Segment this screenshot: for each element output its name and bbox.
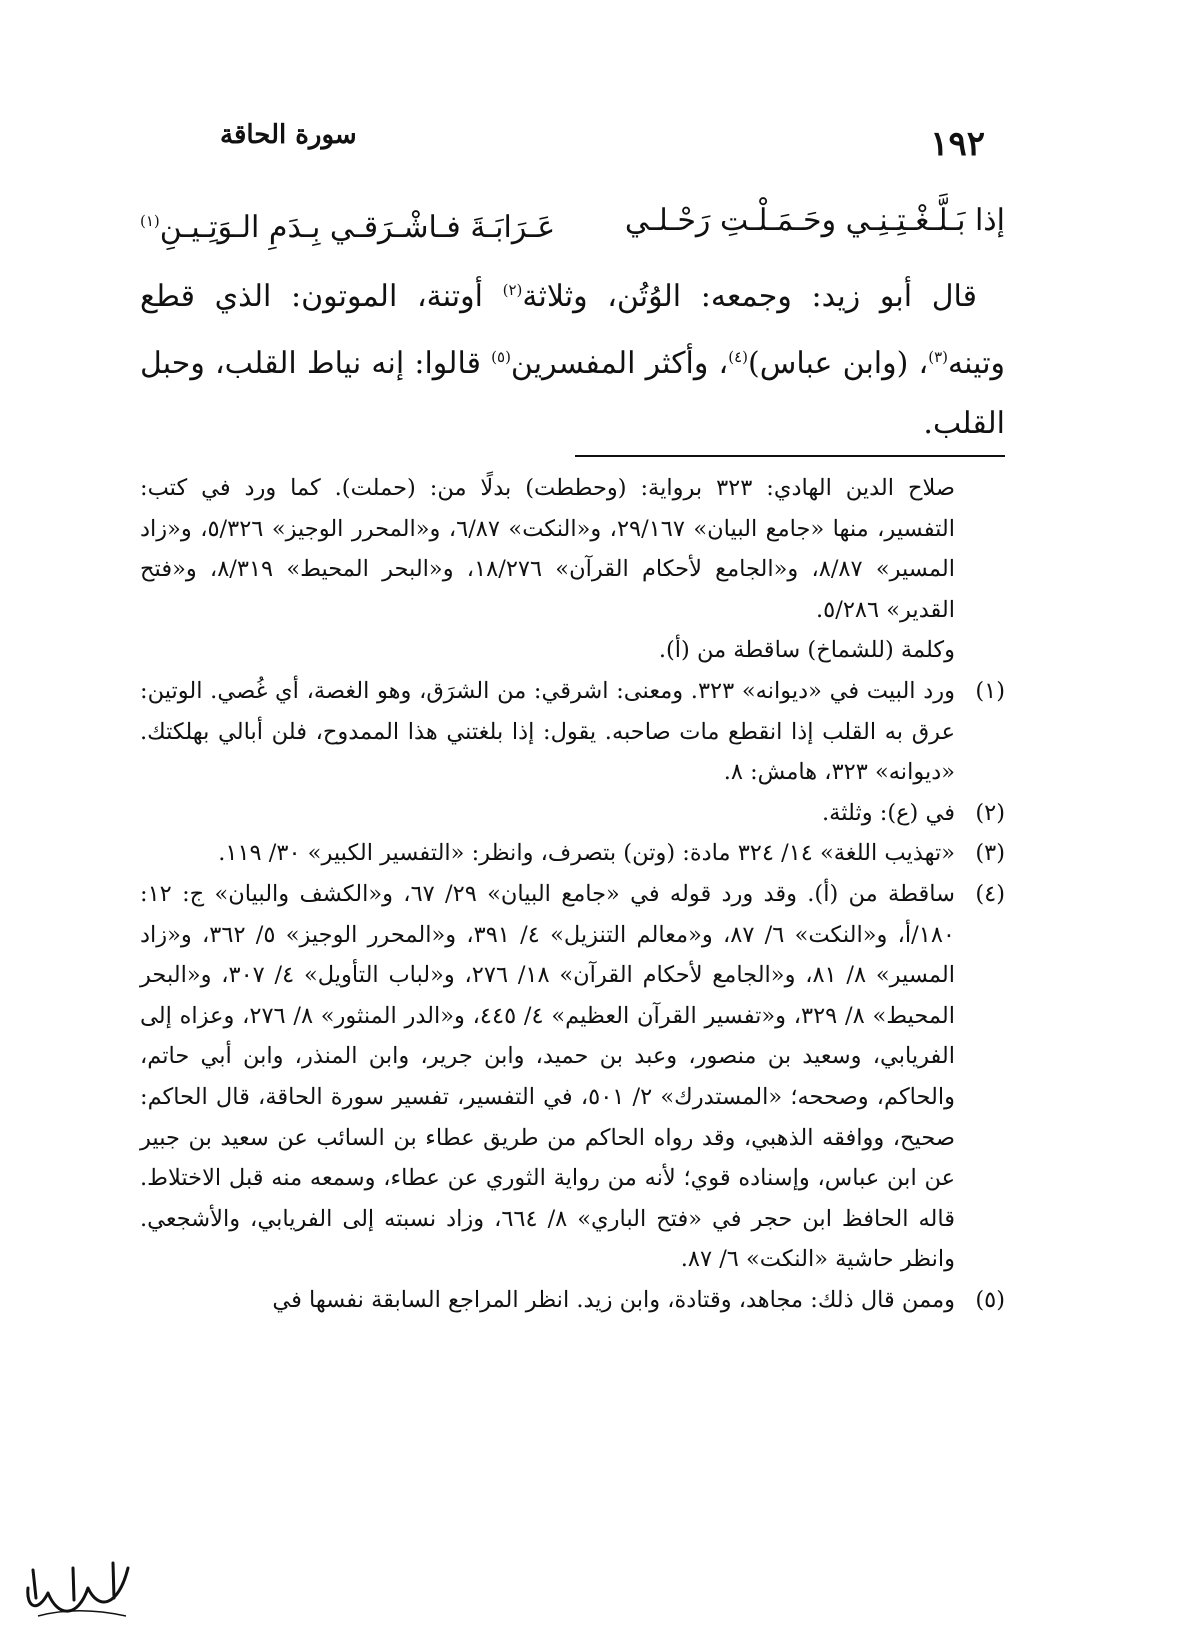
- footnote-divider: [575, 455, 1005, 457]
- page-header: [220, 120, 985, 170]
- page-number: ١٩٢: [930, 124, 985, 164]
- verse-hemistich-first: إذا بَـلَّـغْـتِـنِـي وحَـمَـلْـتِ رَحْـلـي: [624, 203, 1005, 238]
- footnote-text: وممن قال ذلك: مجاهد، وقتادة، وابن زيد. انظر المراجع السابقة نفسها في: [272, 1286, 955, 1313]
- publisher-logo-icon: [18, 1548, 138, 1628]
- footnote-number: (٢): [975, 799, 1005, 826]
- main-text: [140, 195, 1005, 454]
- footnote-number: (٥): [975, 1286, 1005, 1313]
- footnote-ref-4: (٤): [728, 348, 748, 366]
- verse-hemistich-second: عَـرَابَـةَ فـاشْـرَقـي بِـدَمِ الـوَتِـيـنِ$^{(١)}$: [140, 210, 556, 245]
- footnote-ref-1: (١): [140, 212, 160, 230]
- footnote-1: [140, 671, 1005, 793]
- footnote-text: في (ع): وثلثة.: [822, 799, 955, 826]
- poetry-verse: [140, 195, 1005, 254]
- footnote-text: ورد البيت في «ديوانه» ٣٢٣. ومعنى: اشرقي: من الشرَق، وهو الغصة، أي غُصي. الوتين: عرق به القلب إذا انقطع مات صاحبه. يقول: إذا بلغتني هذا الممدوح، فلن أبالي بهلكتك. «ديوانه» ٣٢٣، هامش: ٨.: [140, 677, 955, 786]
- footnote-ref-5: (٥): [491, 348, 511, 366]
- footnote-number: (٣): [975, 840, 1005, 867]
- footnote-2: [140, 793, 1005, 834]
- footnote-4: [140, 874, 1005, 1280]
- commentary-paragraph: قال أبو زيد: وجمعه: الوُتُن، وثلاثة$^{(٢)}$ أوتنة، الموتون: الذي قطع وتينه$^{(٣)}$، (وابن عباس)$^{(٤)}$، وأكثر المفسرين$^{(٥)}$ قالوا: إنه نياط القلب، وحبل القلب.: [140, 279, 1006, 441]
- footnote-number: (١): [975, 677, 1005, 704]
- footnote-number: (٤): [975, 880, 1005, 907]
- footnote-ref-3: (٣): [928, 348, 948, 366]
- footnote-continuation: وكلمة (للشماخ) ساقطة من (أ).: [658, 637, 955, 664]
- footnotes-section: [140, 468, 1005, 1320]
- footnote-continuation: صلاح الدين الهادي: ٣٢٣ برواية: (وحططت) بدلًا من: (حملت). كما ورد في كتب: التفسير، منها «جامع البيان» ٢٩/١٦٧، و«النكت» ٦/٨٧، و«المحرر الوجيز» ٥/٣٢٦، و«زاد المسير» ٨/٨٧، و«الجامع لأحكام القرآن» ١٨/٢٧٦، و«البحر المحيط» ٨/٣١٩، و«فتح القدير» ٥/٢٨٦.: [140, 475, 955, 623]
- footnote-3: [140, 833, 1005, 874]
- footnote-text: ساقطة من (أ). وقد ورد قوله في «جامع البيان» ٢٩/ ٦٧، و«الكشف والبيان» ج: ١٢: ١٨٠/أ، و«النكت» ٦/ ٨٧، و«معالم التنزيل» ٤/ ٣٩١، و«المحرر الوجيز» ٥/ ٣٦٢، و«زاد المسير» ٨/ ٨١، و«الجامع لأحكام القرآن» ١٨/ ٢٧٦، و«لباب التأويل» ٤/ ٣٠٧، و«البحر المحيط» ٨/ ٣٢٩، و«تفسير القرآن العظيم» ٤/ ٤٤٥، و«الدر المنثور» ٨/ ٢٧٦، وعزاه إلى الفريابي، وسعيد بن منصور، وعبد بن حميد، وابن جرير، وابن المنذر، وابن أبي حاتم، والحاكم، وصححه؛ «المستدرك» ٢/ ٥٠١، في التفسير، تفسير سورة الحاقة، قال الحاكم: صحيح، ووافقه الذهبي، وقد رواه الحاكم من طريق عطاء بن السائب عن سعيد بن جبير عن ابن عباس، وإسناده قوي؛ لأنه من رواية الثوري عن عطاء، وسمعه منه قبل الاختلاط. قاله الحافظ ابن حجر في «فتح الباري» ٨/ ٦٦٤، وزاد نسبته إلى الفريابي، والأشجعي. وانظر حاشية «النكت» ٦/ ٨٧.: [140, 880, 956, 1273]
- footnote-text: «تهذيب اللغة» ١٤/ ٣٢٤ مادة: (وتن) بتصرف، وانظر: «التفسير الكبير» ٣٠/ ١١٩.: [218, 840, 955, 867]
- footnote-ref-2: (٢): [502, 281, 523, 299]
- footnote-5: [140, 1280, 1005, 1321]
- surah-title: سورة الحاقة: [220, 120, 357, 150]
